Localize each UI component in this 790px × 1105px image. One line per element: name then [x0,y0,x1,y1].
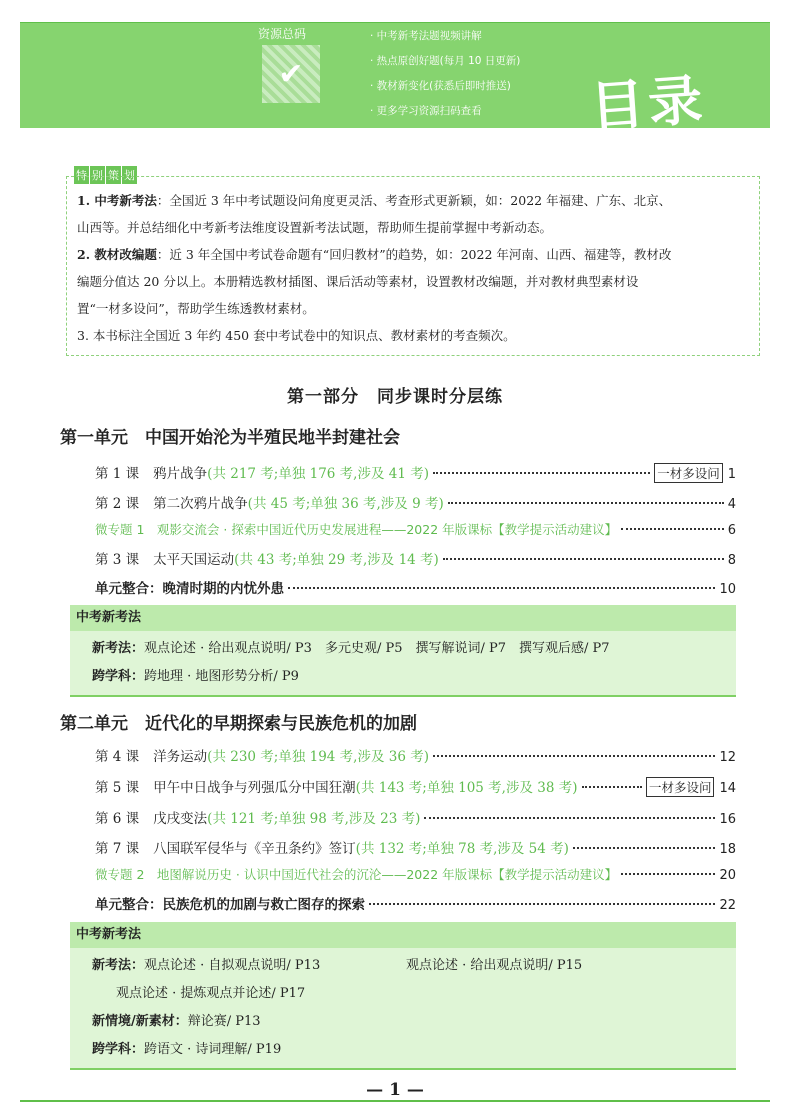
page-ref: 14 [719,781,736,796]
tag-char: 策 [106,166,121,184]
page-ref: 8 [727,553,736,568]
item-text: 山西等。并总结细化中考新考法维度设置新考法试题，帮助师生提前掌握中考新动态。 [77,220,553,235]
lesson-number: 第 6 课 [95,811,140,827]
lesson-number: 第 1 课 [95,466,140,482]
lesson-number: 第 5 课 [95,780,140,796]
dot-leader [433,472,650,474]
box-line-text: 辩论赛/ P13 [187,1014,261,1029]
lesson-row[interactable] [95,745,736,765]
resource-item: · 中考新考法题视频讲解 [370,30,482,42]
summary-title: 单元整合：晚清时期的内忧外患 [95,581,284,597]
item-text: ：全国近 3 年中考试题设问角度更灵活、考查形式更新颖，如：2022 年福建、广东、北京、 [156,193,672,208]
exam-stats: (共 230 考;单独 194 考,涉及 36 考) [207,749,430,765]
exam-stats: (共 217 考;单独 176 考,涉及 41 考) [207,466,430,482]
lesson-title: 甲午中日战争与列强瓜分中国狂潮 [153,780,356,796]
box-line [70,635,736,663]
box-line-text: 观点论述 · 自拟观点说明/ P13 [144,958,321,973]
lesson-number: 第 2 课 [95,496,140,512]
box-line-text: 跨地理 · 地图形势分析/ P9 [144,669,299,684]
unit-title: 第二单元 近代化的早期探索与民族危机的加剧 [60,714,417,734]
box-line-label: 跨学科： [92,1042,145,1057]
page-title: 目录 [588,68,709,139]
item-text: 置“一材多设问”，帮助学生练透教材素材。 [77,301,315,316]
box-line-label: 跨学科： [92,669,145,684]
part-title: 第一部分 同步课时分层练 [287,387,503,407]
box-line-text: 观点论述 · 给出观点说明/ P15 [406,958,583,973]
resource-item: · 教材新变化(获悉后即时推送) [370,80,511,92]
check-icon: ✔ [278,56,304,92]
box-line-label: 新情境/新素材： [92,1014,188,1029]
summary-title: 单元整合：民族危机的加剧与救亡图存的探索 [95,897,365,913]
dot-leader [448,502,724,504]
lesson-row[interactable] [95,776,736,797]
qr-label: 资源总码 [258,27,307,41]
page-ref: 6 [727,523,736,538]
box-line-text: 观点论述 · 给出观点说明/ P3 多元史观/ P5 撰写解说词/ P7 撰写观后感/ P7 [144,641,610,656]
micro-topic-row[interactable] [95,520,736,538]
exam-stats: (共 45 考;单独 36 考,涉及 9 考) [247,496,444,512]
tag-char: 划 [122,166,137,184]
resource-list [370,25,520,125]
resource-item: · 热点原创好题(每月 10 日更新) [370,55,521,67]
dot-leader [443,558,724,560]
qr-code[interactable] [262,45,320,103]
lesson-row[interactable] [95,462,736,483]
page-ref: 4 [727,497,736,512]
multi-question-tag: 一材多设问 [646,777,715,797]
page-ref: 1 [727,467,736,482]
dot-leader [288,587,715,589]
box-line [70,1036,736,1064]
dot-leader [621,873,715,875]
lesson-row[interactable] [95,492,736,512]
lesson-row[interactable] [95,548,736,568]
item-label: 1. 中考新考法 [77,193,157,208]
page-ref: 10 [719,582,736,597]
new-exam-method-box [70,605,736,697]
header-banner [20,22,770,139]
item-label: 2. 教材改编题 [77,247,157,262]
lesson-title: 鸦片战争 [153,466,208,482]
multi-question-tag: 一材多设问 [654,463,723,483]
special-item-2 [77,241,749,268]
special-item-1 [77,187,749,214]
lesson-number: 第 3 课 [95,552,140,568]
dot-leader [424,817,715,819]
new-exam-method-box [70,922,736,1070]
lesson-title: 洋务运动 [153,749,208,765]
lesson-title: 戊戌变法 [153,811,208,827]
micro-topic-row[interactable] [95,865,736,883]
dot-leader [582,786,642,788]
box-line-label: 新考法： [92,958,145,973]
box-line-text: 观点论述 · 提炼观点并论述/ P17 [116,986,306,1001]
dot-leader [573,847,716,849]
item-text: 编题分值达 20 分以上。本册精选教材插图、课后活动等素材，设置教材改编题，并对教材典型素材设 [77,274,639,289]
exam-stats: (共 143 考;单独 105 考,涉及 38 考) [355,780,578,796]
lesson-title: 第二次鸦片战争 [153,496,248,512]
exam-stats: (共 43 考;单独 29 考,涉及 14 考) [234,552,439,568]
page-ref: 16 [719,812,736,827]
box-line-text: 跨语文 · 诗词理解/ P19 [144,1042,282,1057]
item-text: ：近 3 年全国中考试卷命题有“回归教材”的趋势，如：2022 年河南、山西、福建等，教材改 [156,247,672,262]
exam-stats: (共 132 考;单独 78 考,涉及 54 考) [355,841,569,857]
lesson-number: 第 7 课 [95,841,140,857]
micro-topic-title: 微专题 2 地图解说历史 · 认识中国近代社会的沉沦——2022 年版课标【教学提示活动建议】 [95,867,618,882]
tag-char: 别 [90,166,105,184]
page-ref: 12 [719,750,736,765]
tag-char: 特 [74,166,89,184]
dot-leader [433,755,715,757]
bottom-rule [20,1100,770,1102]
lesson-title: 太平天国运动 [153,552,235,568]
box-header: 中考新考法 [70,605,736,631]
page-ref: 22 [719,898,736,913]
box-line [70,663,736,691]
box-line [70,1008,736,1036]
box-line-label: 新考法： [92,641,145,656]
special-plan-box [66,176,760,356]
box-line [70,980,736,1008]
resource-item: · 更多学习资源扫码查看 [370,105,482,117]
lesson-title: 八国联军侵华与《辛丑条约》签订 [153,841,356,857]
lesson-number: 第 4 课 [95,749,140,765]
page-number: — 1 — [366,1080,424,1100]
micro-topic-title: 微专题 1 观影交流会 · 探索中国近代历史发展进程——2022 年版课标【教学提示活动建议】 [95,522,618,537]
lesson-row[interactable] [95,807,736,827]
page-ref: 20 [719,868,736,883]
dot-leader [369,903,715,905]
exam-stats: (共 121 考;单独 98 考,涉及 23 考) [207,811,421,827]
box-line [70,952,736,980]
lesson-row[interactable] [95,837,736,857]
page-ref: 18 [719,842,736,857]
box-header: 中考新考法 [70,922,736,948]
unit-title: 第一单元 中国开始沦为半殖民地半封建社会 [60,428,400,448]
special-item-3: 3. 本书标注全国近 3 年约 450 套中考试卷中的知识点、教材素材的考查频次。 [77,328,516,343]
unit-summary-row[interactable] [95,893,736,913]
unit-summary-row[interactable] [95,577,736,597]
dot-leader [621,528,724,530]
